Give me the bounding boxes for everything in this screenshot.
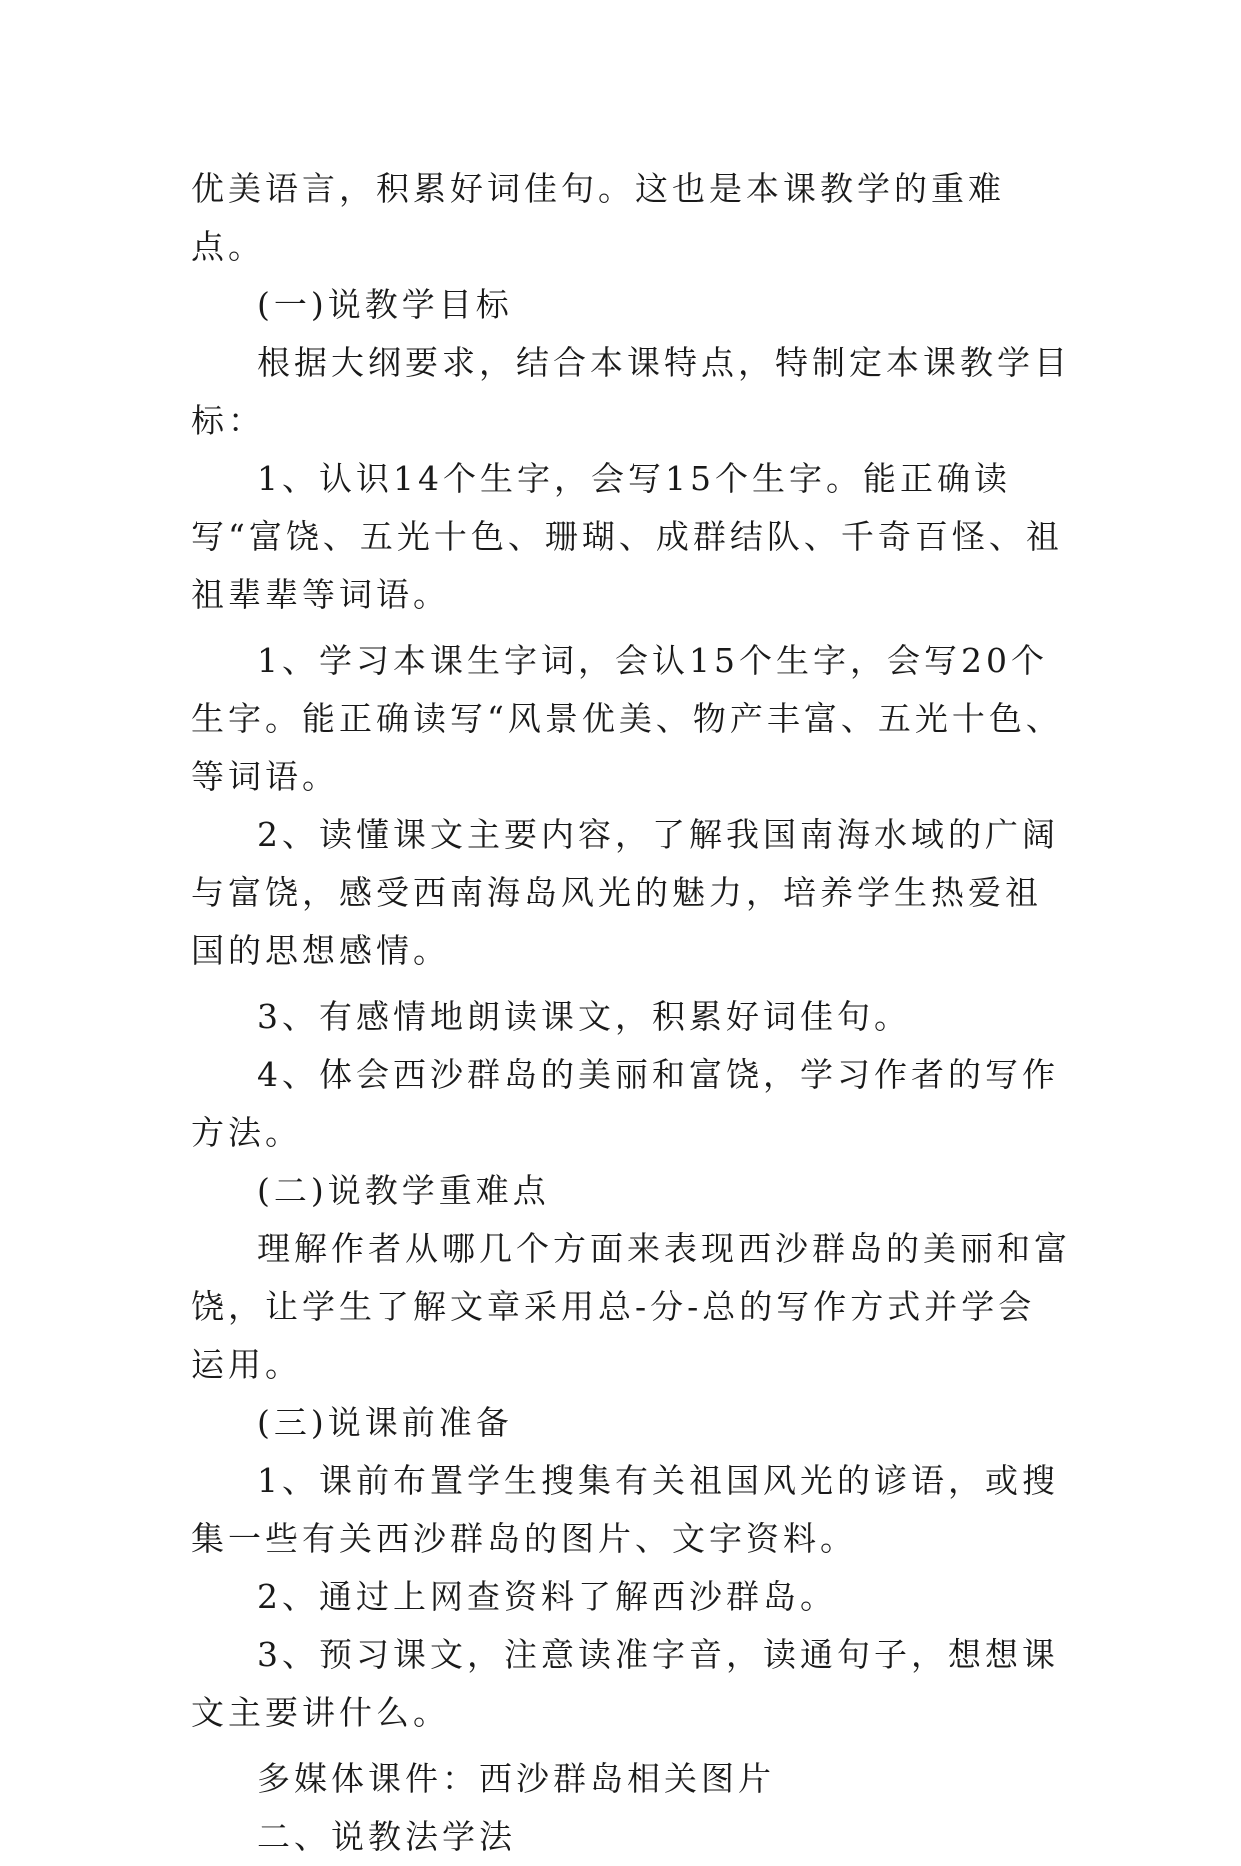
paragraph: 多媒体课件：西沙群岛相关图片 — [257, 1759, 775, 1798]
list-item: 2、读懂课文主要内容，了解我国南海水域的广阔与富饶，感受西南海岛风光的魅力，培养学生热爱祖国的思想感情。 — [191, 815, 1059, 970]
list-item: 1、认识14个生字，会写15个生字。能正确读写“富饶、五光十色、珊瑚、成群结队、千奇百怪、祖祖辈辈等词语。 — [191, 459, 1063, 614]
document-body — [191, 160, 1071, 1866]
section-heading: (二)说教学重难点 — [257, 1171, 550, 1210]
paragraph: 根据大纲要求，结合本课特点，特制定本课教学目标： — [191, 343, 1071, 440]
list-item: 1、课前布置学生搜集有关祖国风光的谚语，或搜集一些有关西沙群岛的图片、文字资料。 — [191, 1461, 1059, 1558]
section-heading: (一)说教学目标 — [257, 285, 513, 324]
section-heading: 二、说教法学法 — [257, 1817, 516, 1856]
list-item: 3、预习课文，注意读准字音，读通句子，想想课文主要讲什么。 — [191, 1635, 1059, 1732]
list-item: 4、体会西沙群岛的美丽和富饶，学习作者的写作方法。 — [191, 1055, 1059, 1152]
list-item: 3、有感情地朗读课文，积累好词佳句。 — [257, 997, 911, 1036]
section-heading: (三)说课前准备 — [257, 1403, 513, 1442]
list-item: 1、学习本课生字词，会认15个生字，会写20个生字。能正确读写“风景优美、物产丰富、五光十色、等词语。 — [191, 641, 1063, 796]
paragraph: 优美语言，积累好词佳句。这也是本课教学的重难点。 — [191, 169, 1005, 266]
list-item: 2、通过上网查资料了解西沙群岛。 — [257, 1577, 837, 1616]
paragraph: 理解作者从哪几个方面来表现西沙群岛的美丽和富饶，让学生了解文章采用总-分-总的写作方式并学会运用。 — [191, 1229, 1071, 1384]
